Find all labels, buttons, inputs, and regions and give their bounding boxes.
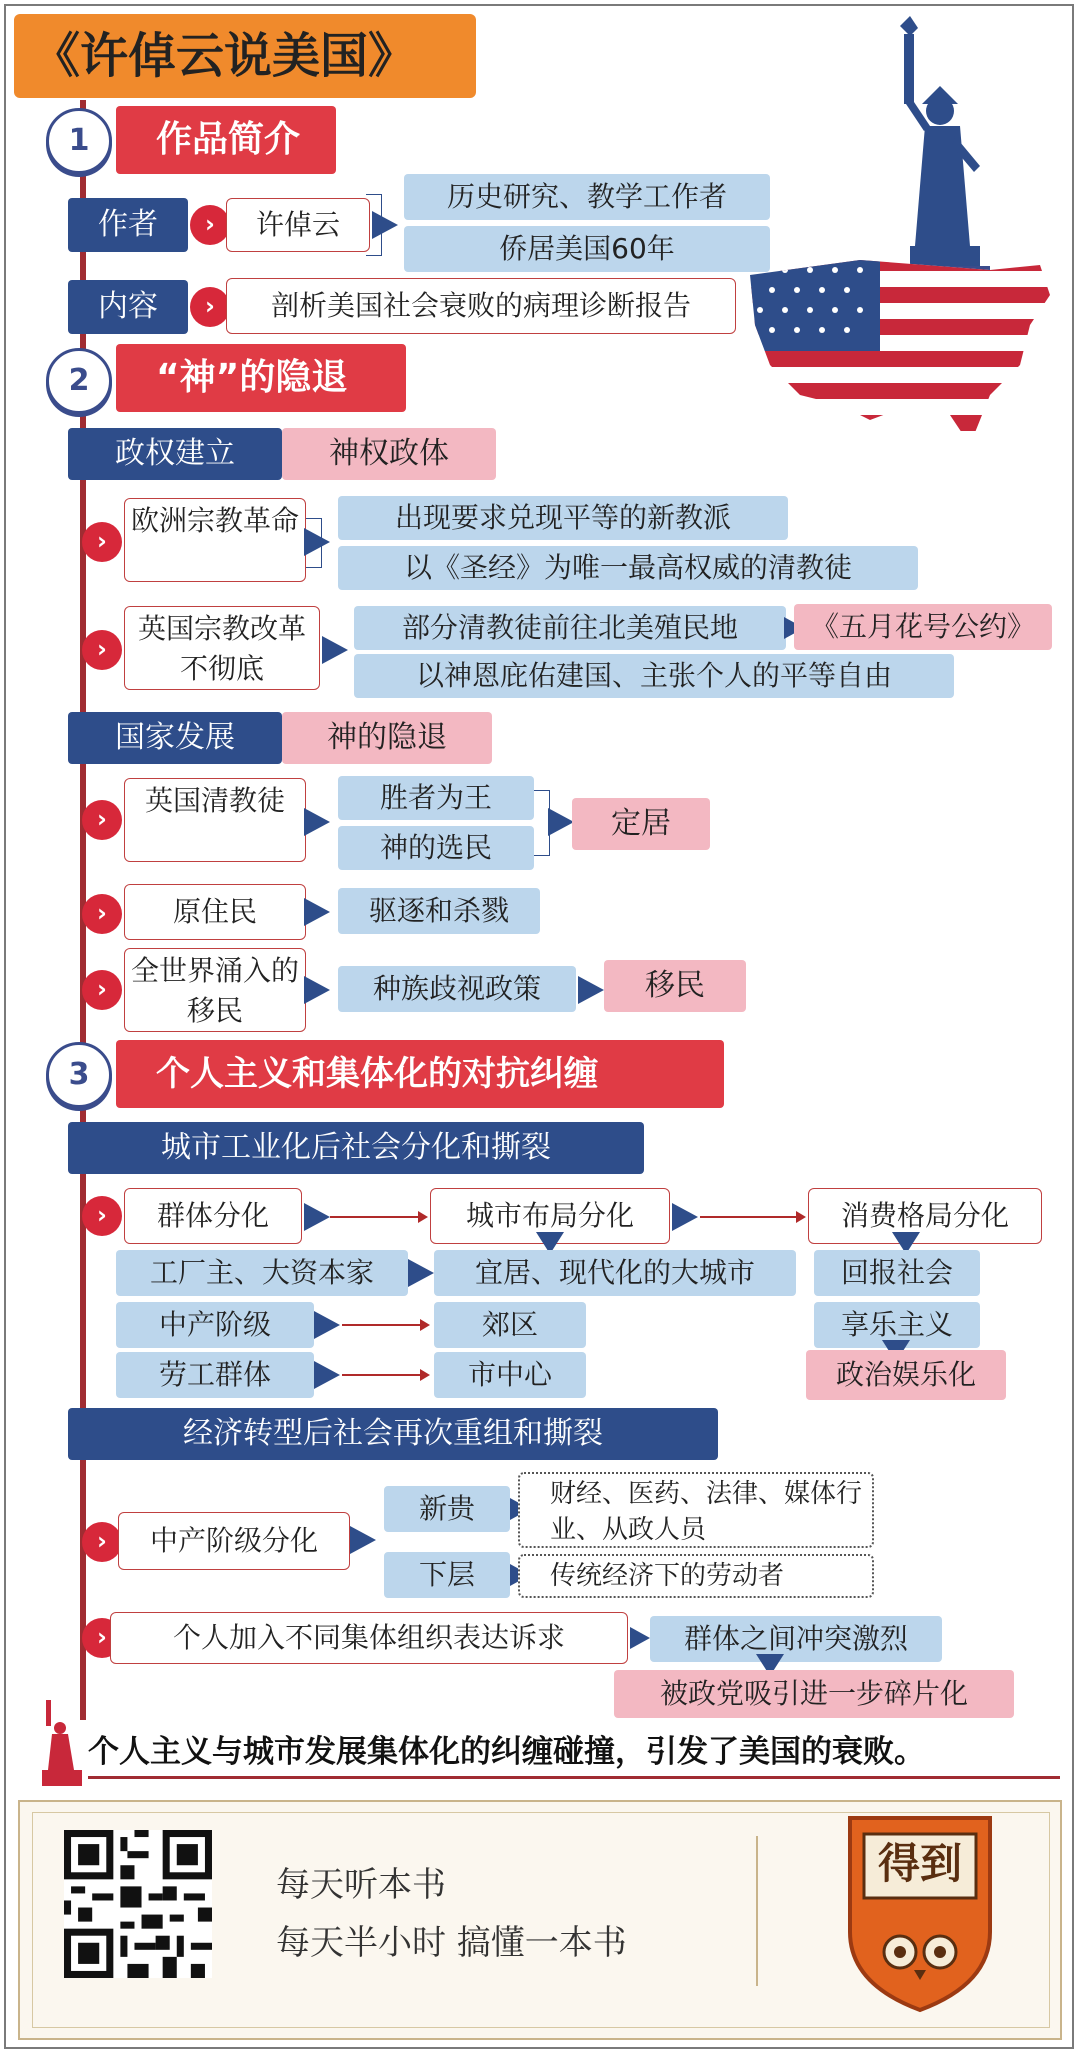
footer-slogan-2: 每天半小时 搞懂一本书	[276, 1923, 627, 1963]
consume-item-3: 政治娱乐化	[806, 1350, 1006, 1400]
nation-value: 神的隐退	[282, 712, 492, 764]
arrow-right-icon	[304, 528, 330, 556]
join-groups: 个人加入不同集体组织表达诉求	[110, 1612, 628, 1664]
qr-code-icon[interactable]	[64, 1830, 212, 1978]
group-division: 群体分化	[124, 1188, 302, 1244]
immigrant: 移民	[604, 960, 746, 1012]
usa-flag-map-icon	[740, 255, 1060, 455]
middle-class-division: 中产阶级分化	[118, 1512, 350, 1570]
arrow-right-icon	[330, 1216, 426, 1218]
content-label: 内容	[68, 280, 188, 334]
euro-item-2: 以《圣经》为唯一最高权威的清教徒	[338, 546, 918, 590]
group-item-1: 工厂主、大资本家	[116, 1250, 408, 1296]
regime-label: 政权建立	[68, 428, 282, 480]
arrow-right-icon	[304, 1203, 330, 1231]
section-title-2: “神”的隐退	[116, 344, 406, 412]
arrow-right-icon	[578, 976, 604, 1004]
conclusion-text: 个人主义与城市发展集体化的纠缠碰撞，引发了美国的衰败。	[88, 1734, 925, 1770]
urban-header: 城市工业化后社会分化和撕裂	[68, 1122, 644, 1174]
consume-item-2: 享乐主义	[814, 1302, 980, 1348]
chevron-icon: ›	[82, 1196, 122, 1236]
settle: 定居	[572, 798, 710, 850]
world-item: 种族歧视政策	[338, 966, 576, 1012]
puritan-item-2: 神的选民	[338, 826, 534, 870]
arrow-right-icon	[672, 1203, 698, 1231]
city-item-3: 市中心	[434, 1352, 586, 1398]
new-rich-desc: 财经、医药、法律、媒体行业、从政人员	[518, 1472, 874, 1548]
uk-item-2: 以神恩庇佑建国、主张个人的平等自由	[354, 654, 954, 698]
uk-reformation: 英国宗教改革不彻底	[124, 606, 320, 690]
footer-slogan-1: 每天听本书	[276, 1865, 446, 1905]
section-title-3: 个人主义和集体化的对抗纠缠	[116, 1040, 724, 1108]
uk-puritan: 英国清教徒	[124, 778, 306, 862]
author-label: 作者	[68, 198, 188, 252]
arrow-right-icon	[630, 1627, 650, 1649]
mayflower-compact: 《五月花号公约》	[794, 604, 1052, 650]
section-number-1: 1	[46, 108, 112, 174]
section-number-3: 3	[46, 1042, 112, 1108]
statue-of-liberty-icon	[34, 1696, 90, 1788]
author-name: 许倬云	[226, 198, 370, 252]
divider	[756, 1836, 758, 1986]
group-item-3: 劳工群体	[116, 1352, 314, 1398]
chevron-icon: ›	[190, 205, 230, 245]
arrow-right-icon	[342, 1324, 428, 1326]
arrow-right-icon	[314, 1361, 340, 1389]
uk-item-1: 部分清教徒前往北美殖民地	[354, 606, 786, 650]
dedao-logo-text: 得到	[877, 1839, 962, 1888]
chevron-icon: ›	[82, 970, 122, 1010]
arrow-right-icon	[350, 1526, 376, 1554]
group-conflict: 群体之间冲突激烈	[650, 1616, 942, 1662]
arrow-right-icon	[700, 1216, 804, 1218]
nation-label: 国家发展	[68, 712, 282, 764]
native-people: 原住民	[124, 884, 306, 940]
puritan-item-1: 胜者为王	[338, 776, 534, 820]
bracket	[366, 194, 382, 256]
chevron-icon: ›	[82, 894, 122, 934]
arrow-right-icon	[304, 808, 330, 836]
consume-item-1: 回报社会	[814, 1250, 980, 1296]
economy-header: 经济转型后社会再次重组和撕裂	[68, 1408, 718, 1460]
native-item: 驱逐和杀戮	[338, 888, 540, 934]
chevron-icon: ›	[82, 800, 122, 840]
arrow-right-icon	[314, 1311, 340, 1339]
city-item-1: 宜居、现代化的大城市	[434, 1250, 796, 1296]
section-title-1: 作品简介	[116, 106, 336, 174]
lower-class-desc: 传统经济下的劳动者	[518, 1554, 874, 1598]
chevron-icon: ›	[82, 1618, 122, 1658]
chevron-icon: ›	[82, 630, 122, 670]
consumption-division: 消费格局分化	[808, 1188, 1042, 1244]
divider	[88, 1776, 1060, 1779]
content-text: 剖析美国社会衰败的病理诊断报告	[226, 278, 736, 334]
arrow-right-icon	[304, 976, 330, 1004]
world-immigrants: 全世界涌入的移民	[124, 948, 306, 1032]
arrow-right-icon	[408, 1259, 434, 1287]
city-division: 城市布局分化	[430, 1188, 670, 1244]
chevron-icon: ›	[82, 1522, 122, 1562]
group-item-2: 中产阶级	[116, 1302, 314, 1348]
arrow-right-icon	[342, 1374, 428, 1376]
regime-value: 神权政体	[282, 428, 496, 480]
lower-class-label: 下层	[384, 1552, 510, 1598]
page-title: 《许倬云说美国》	[14, 14, 476, 98]
arrow-right-icon	[322, 636, 348, 664]
new-rich-label: 新贵	[384, 1486, 510, 1532]
section-number-2: 2	[46, 348, 112, 414]
euro-reformation: 欧洲宗教革命	[124, 498, 306, 582]
party-fragmentation: 被政党吸引进一步碎片化	[614, 1670, 1014, 1718]
city-item-2: 郊区	[434, 1302, 586, 1348]
arrow-right-icon	[548, 808, 574, 836]
chevron-icon: ›	[190, 287, 230, 327]
euro-item-1: 出现要求兑现平等的新教派	[338, 496, 788, 540]
author-desc-1: 历史研究、教学工作者	[404, 174, 770, 220]
chevron-icon: ›	[82, 522, 122, 562]
author-desc-2: 侨居美国60年	[404, 226, 770, 272]
arrow-right-icon	[304, 898, 330, 926]
